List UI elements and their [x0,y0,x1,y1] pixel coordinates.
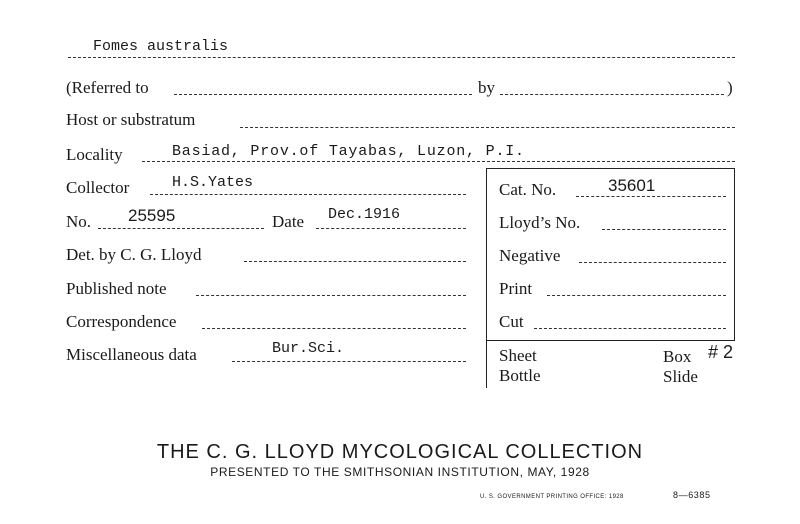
correspondence-line [202,328,466,329]
species-line [68,57,735,58]
collection-subtitle: PRESENTED TO THE SMITHSONIAN INSTITUTION, MAY, 1928 [210,465,590,479]
collector-label: Collector [66,178,130,197]
box-label: Box [663,347,692,366]
collection-title: THE C. G. LLOYD MYCOLOGICAL COLLECTION [156,441,644,463]
print-label: Print [499,279,533,298]
locality-line [142,161,735,162]
misc-data-line [232,361,466,362]
close-paren: ) [727,78,733,97]
collector-line [150,194,466,195]
det-by-label: Det. by C. G. Lloyd [66,245,202,264]
date-value: Dec.1916 [328,206,401,223]
host-line [240,127,735,128]
box-mid-border [486,340,735,341]
locality-label: Locality [66,145,123,164]
negative-label: Negative [499,246,561,265]
slide-label: Slide [663,367,698,386]
cut-label: Cut [499,312,524,331]
printing-office-note: U. S. GOVERNMENT PRINTING OFFICE: 1928 [480,494,624,500]
lloyds-no-line [602,229,726,230]
published-note-label: Published note [66,279,167,298]
sheet-label: Sheet [499,346,537,365]
cat-no-label: Cat. No. [499,180,557,199]
species-name: Fomes australis [93,38,229,55]
box-value: # 2 [708,342,734,362]
referred-to-label: (Referred to [66,78,149,97]
cat-no-value: 35601 [608,176,656,195]
no-value: 25595 [128,206,176,225]
negative-line [579,262,726,263]
by-label: by [478,78,495,97]
host-label: Host or substratum [66,110,196,129]
locality-value: Basiad, Prov.of Tayabas, Luzon, P.I. [172,143,525,160]
cat-no-line [576,196,726,197]
cut-line [534,328,726,329]
referred-to-line [174,94,472,95]
date-label: Date [272,212,305,231]
collector-value: H.S.Yates [172,174,254,191]
bottle-label: Bottle [499,366,541,385]
no-label: No. [66,212,92,231]
published-note-line [196,295,466,296]
print-line [547,295,726,296]
form-number: 8—6385 [673,490,711,500]
misc-data-label: Miscellaneous data [66,345,197,364]
lloyds-no-label: Lloyd’s No. [499,213,581,232]
date-line [316,228,466,229]
misc-data-value: Bur.Sci. [272,340,345,357]
correspondence-label: Correspondence [66,312,177,331]
no-line [98,228,264,229]
by-line [500,94,724,95]
box-left-border [486,168,487,388]
box-right-border [734,168,735,340]
box-top-border [486,168,735,169]
det-by-line [244,261,466,262]
